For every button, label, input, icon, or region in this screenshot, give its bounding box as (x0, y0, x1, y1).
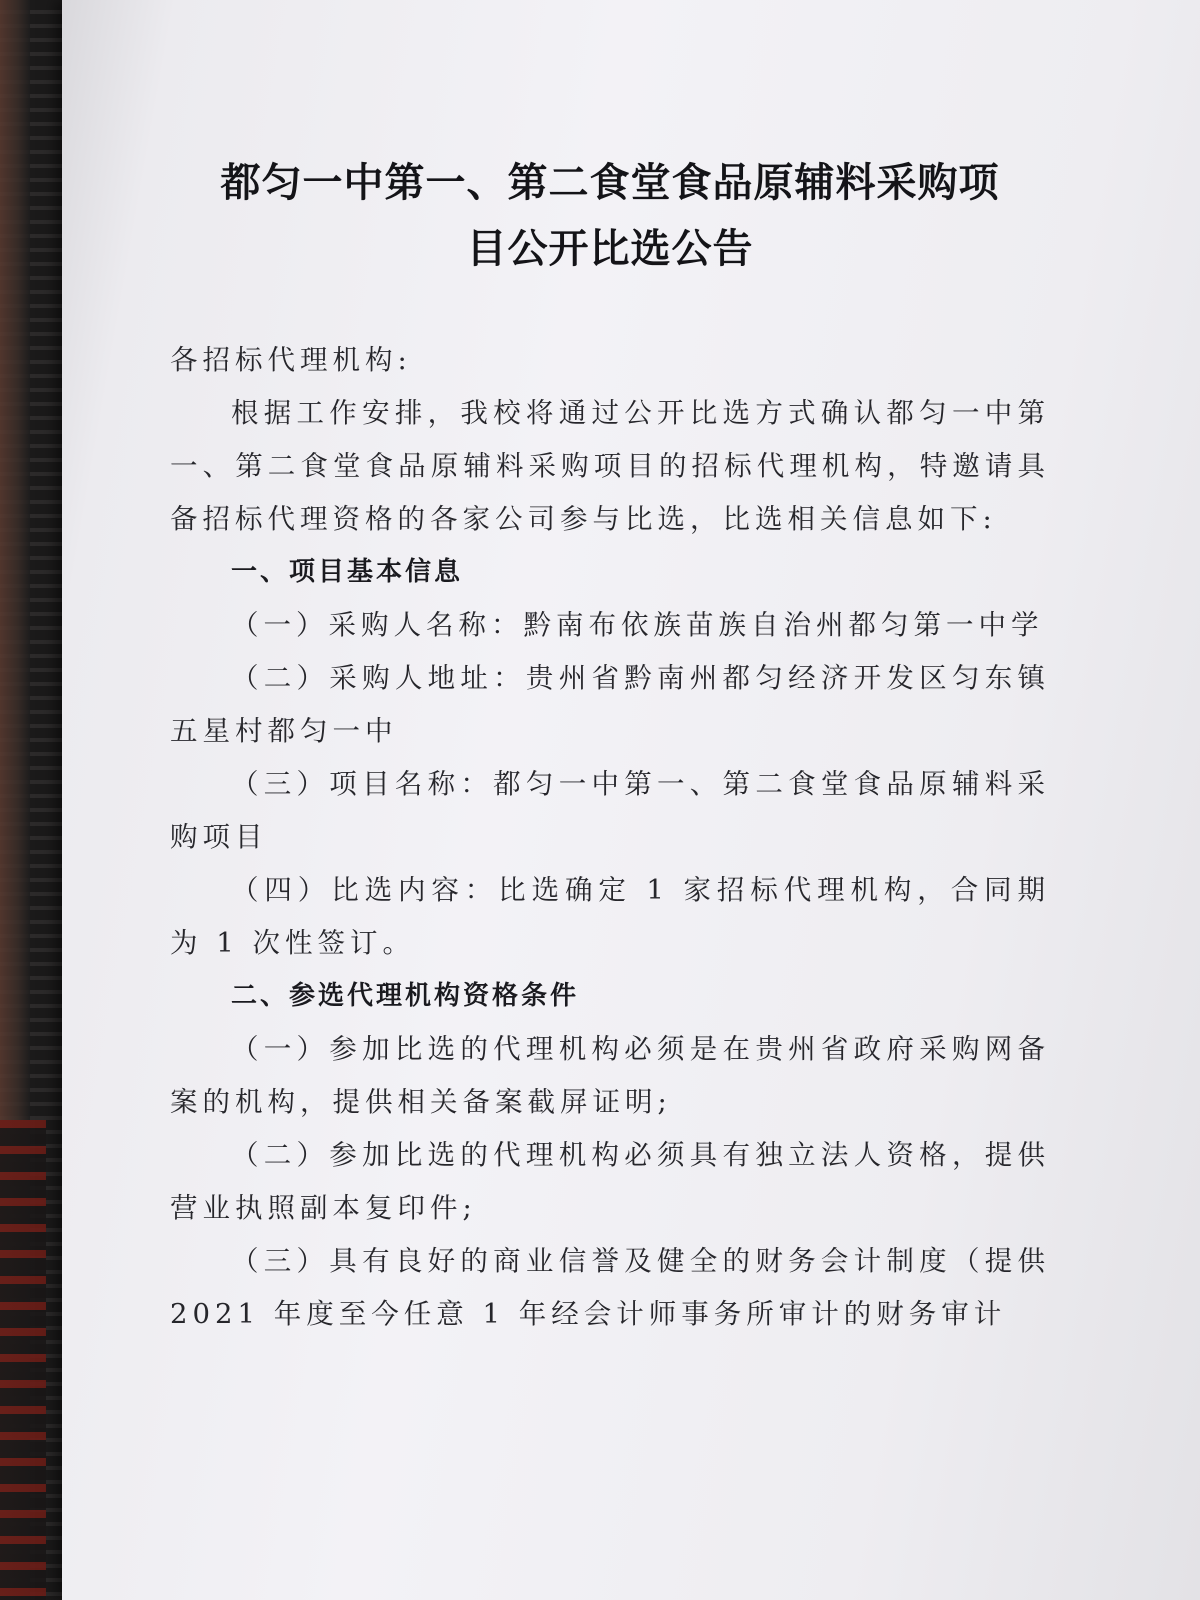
folder-red-strip (0, 1120, 46, 1600)
section-2-item: （一）参加比选的代理机构必须是在贵州省政府采购网备案的机构，提供相关备案截屏证明; (170, 1033, 1050, 1118)
salutation: 各招标代理机构: (170, 344, 412, 376)
document-body (170, 150, 1050, 1341)
section-2-heading: 二、参选代理机构资格条件 (231, 981, 580, 1011)
document-title (170, 150, 1050, 282)
section-2-item: （二）参加比选的代理机构必须具有独立法人资格，提供营业执照副本复印件; (170, 1139, 1050, 1224)
section-1-item: （四）比选内容：比选确定 1 家招标代理机构，合同期为 1 次性签订。 (170, 874, 1050, 959)
title-line-2: 目公开比选公告 (466, 225, 754, 272)
section-2-item: （三）具有良好的商业信誉及健全的财务会计制度（提供 2021 年度至今任意 1 年经会计师事务所审计的财务审计 (170, 1245, 1050, 1330)
section-1-item: （三）项目名称：都匀一中第一、第二食堂食品原辅料采购项目 (170, 768, 1050, 853)
intro-paragraph: 根据工作安排，我校将通过公开比选方式确认都匀一中第一、第二食堂食品原辅料采购项目的招标代理机构，特邀请具备招标代理资格的各家公司参与比选，比选相关信息如下: (170, 397, 1050, 535)
section-1-item: （一）采购人名称：黔南布依族苗族自治州都匀第一中学 (231, 609, 1044, 641)
section-1-heading: 一、项目基本信息 (231, 557, 464, 587)
title-line-1: 都匀一中第一、第二食堂食品原辅料采购项 (220, 159, 1000, 206)
section-1-item: （二）采购人地址：贵州省黔南州都匀经济开发区匀东镇五星村都匀一中 (170, 662, 1050, 747)
